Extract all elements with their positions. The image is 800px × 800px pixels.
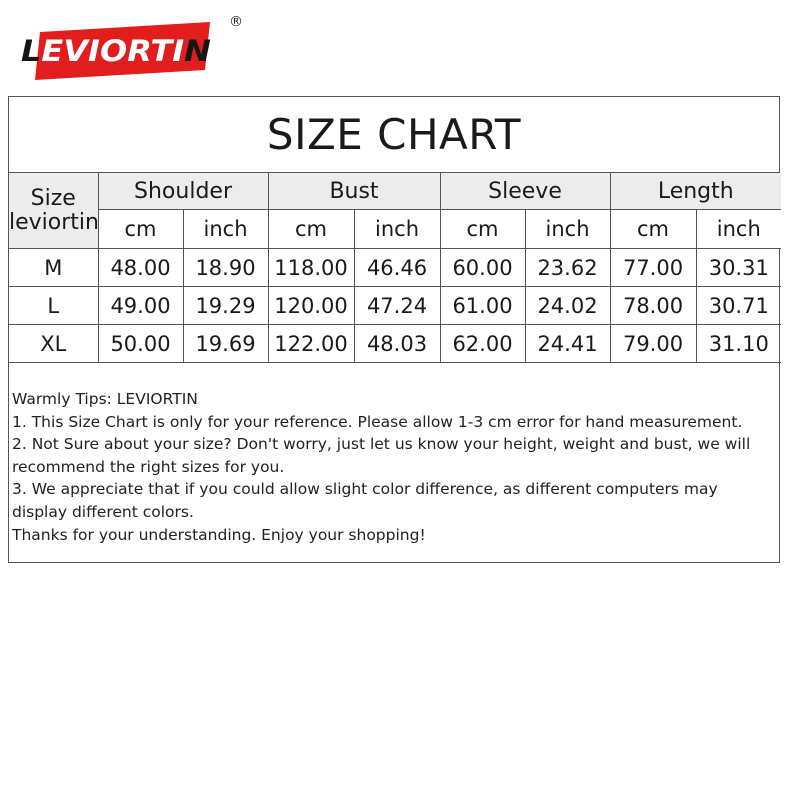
table-cell: 77.00 [610, 249, 696, 287]
table-cell: 48.00 [98, 249, 183, 287]
group-header-sleeve: Sleeve [440, 173, 610, 210]
table-cell: 48.03 [354, 325, 440, 363]
size-label: XL [9, 325, 98, 363]
table-cell: 120.00 [268, 287, 354, 325]
size-label: L [9, 287, 98, 325]
table-cell: 60.00 [440, 249, 525, 287]
table-cell: 79.00 [610, 325, 696, 363]
unit-header: inch [525, 210, 610, 249]
unit-header: inch [183, 210, 268, 249]
tip-item: 3. We appreciate that if you could allow slight color difference, as different computers may display different colors. [12, 480, 718, 521]
tips-heading: Warmly Tips: LEVIORTIN [12, 390, 198, 408]
table-cell: 19.29 [183, 287, 268, 325]
size-header-line-1: Size [30, 185, 76, 211]
table-cell: 62.00 [440, 325, 525, 363]
size-table [9, 173, 781, 363]
size-column-header [9, 173, 98, 249]
tip-item: 2. Not Sure about your size? Don't worry, just let us know your height, weight and bust, we will recommend the right sizes for you. [12, 435, 751, 476]
table-cell: 31.10 [696, 325, 781, 363]
size-header-line-2: leviortin [9, 209, 99, 235]
table-row-l [9, 287, 781, 325]
group-header-row [9, 173, 781, 210]
table-cell: 30.31 [696, 249, 781, 287]
table-cell: 23.62 [525, 249, 610, 287]
group-header-bust: Bust [268, 173, 440, 210]
table-cell: 24.02 [525, 287, 610, 325]
registered-mark: ® [229, 14, 243, 30]
unit-header-row [9, 210, 781, 249]
table-row-xl [9, 325, 781, 363]
tips-closing: Thanks for your understanding. Enjoy your shopping! [12, 525, 426, 544]
brand-logo [8, 10, 248, 90]
table-cell: 122.00 [268, 325, 354, 363]
unit-header: inch [696, 210, 781, 249]
unit-header: cm [440, 210, 525, 249]
group-header-length: Length [610, 173, 781, 210]
size-label: M [9, 249, 98, 287]
size-chart-panel [8, 96, 780, 563]
table-row-m [9, 249, 781, 287]
unit-header: inch [354, 210, 440, 249]
tips-section [9, 363, 779, 546]
unit-header: cm [610, 210, 696, 249]
table-cell: 46.46 [354, 249, 440, 287]
table-cell: 30.71 [696, 287, 781, 325]
logo-wordmark: LEVIORTIN [21, 34, 209, 68]
table-cell: 50.00 [98, 325, 183, 363]
brand-logo-graphic [8, 10, 248, 90]
title-band [9, 97, 779, 173]
unit-header: cm [268, 210, 354, 249]
table-cell: 19.69 [183, 325, 268, 363]
unit-header: cm [98, 210, 183, 249]
table-cell: 61.00 [440, 287, 525, 325]
tip-item: 1. This Size Chart is only for your reference. Please allow 1-3 cm error for hand measurement. [12, 412, 743, 431]
table-cell: 24.41 [525, 325, 610, 363]
table-cell: 49.00 [98, 287, 183, 325]
table-cell: 47.24 [354, 287, 440, 325]
page-title: SIZE CHART [266, 110, 522, 159]
table-cell: 118.00 [268, 249, 354, 287]
table-cell: 18.90 [183, 249, 268, 287]
table-cell: 78.00 [610, 287, 696, 325]
group-header-shoulder: Shoulder [98, 173, 268, 210]
